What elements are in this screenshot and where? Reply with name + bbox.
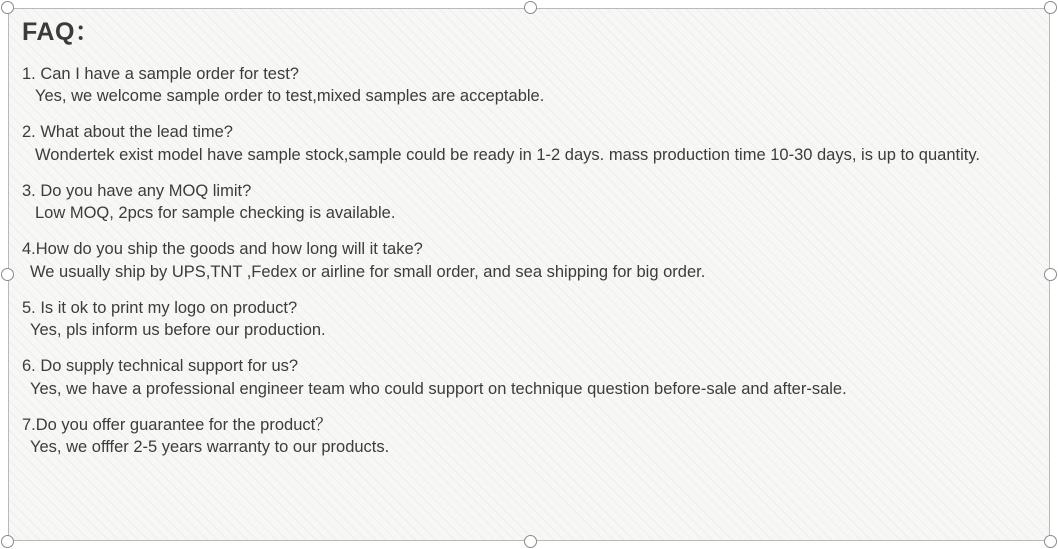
resize-handle-middle-right[interactable] [1044,268,1057,281]
faq-item [22,355,1033,401]
resize-handle-bottom-center[interactable] [524,535,537,548]
faq-question: 5. Is it ok to print my logo on product? [22,298,298,317]
faq-item [22,121,1033,167]
faq-question: 1. Can I have a sample order for test? [22,64,299,83]
resize-handle-middle-left[interactable] [1,268,14,281]
faq-image-object[interactable] [8,8,1050,541]
faq-answer: Yes, we offfer 2-5 years warranty to our products. [30,438,390,457]
faq-question: 3. Do you have any MOQ limit? [22,181,252,200]
faq-item [22,63,1033,109]
faq-answer: Yes, we welcome sample order to test,mixed samples are acceptable. [35,87,545,106]
resize-handle-bottom-left[interactable] [1,535,14,548]
faq-answer: We usually ship by UPS,TNT ,Fedex or airline for small order, and sea shipping for big order. [30,262,706,281]
faq-item [22,180,1033,226]
faq-question: 2. What about the lead time? [22,123,233,142]
resize-handle-top-right[interactable] [1044,1,1057,14]
page-title: FAQ： [22,18,101,46]
faq-question: 4.How do you ship the goods and how long will it take? [22,240,423,259]
faq-item [22,414,1033,460]
faq-item [22,238,1033,284]
faq-question: 6. Do supply technical support for us? [22,357,299,376]
resize-handle-top-center[interactable] [524,1,537,14]
resize-handle-bottom-right[interactable] [1044,535,1057,548]
faq-answer: Wondertek exist model have sample stock,sample could be ready in 1-2 days. mass production time 10-30 days, is up to quantity. [35,145,980,164]
faq-answer: Yes, we have a professional engineer team who could support on technique question before-sale and after-sale. [30,379,847,398]
faq-answer: Low MOQ, 2pcs for sample checking is available. [35,204,396,223]
faq-content [9,9,1049,540]
faq-answer: Yes, pls inform us before our production. [30,321,326,340]
faq-question: 7.Do you offer guarantee for the product？ [22,415,332,434]
resize-handle-top-left[interactable] [1,1,14,14]
faq-item [22,297,1033,343]
